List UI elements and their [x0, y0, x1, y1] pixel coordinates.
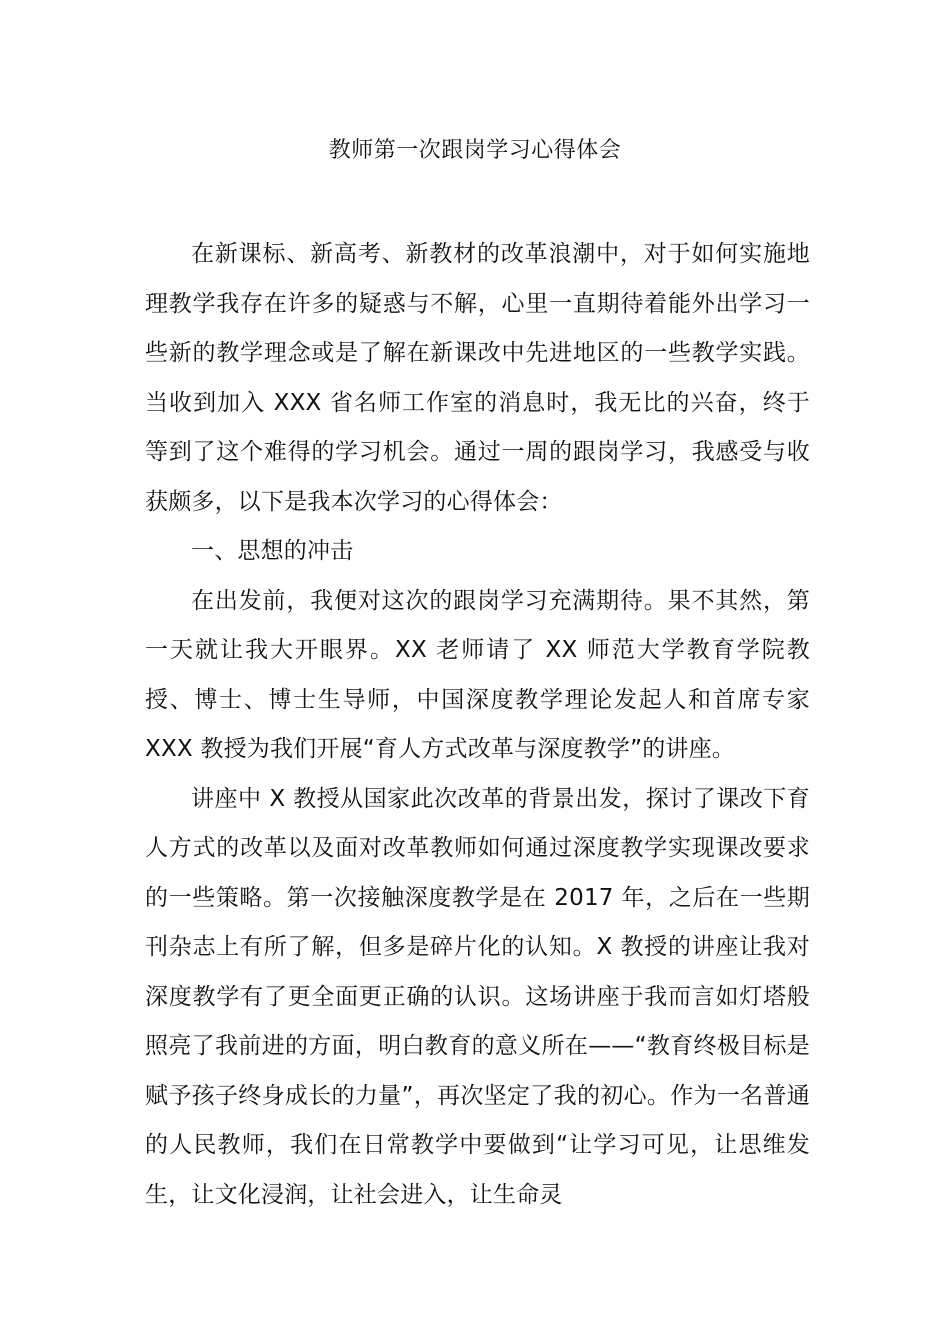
paragraph-lecture: 讲座中 X 教授从国家此次改革的背景出发，探讨了课改下育人方式的改革以及面对改革教师如何通过深度教学实现课改要求的一些策略。第一次接触深度教学是在 2017 年，之后在一些期刊杂志上有所了解，但多是碎片化的认知。X 教授的讲座让我对深度教学有了更全面更正确的认识。这场讲座于我而言如灯塔般照亮了我前进的方面，明白教育的意义所在——“教育终极目标是赋予孩子终身成长的力量”，再次坚定了我的初心。作为一名普通的人民教师，我们在日常教学中要做到“让学习可见，让思维发生，让文化浸润，让社会进入，让生命灵	[145, 785, 810, 1208]
document-title: 教师第一次跟岗学习心得体会	[328, 138, 622, 163]
paragraph-intro: 在新课标、新高考、新教材的改革浪潮中，对于如何实施地理教学我存在许多的疑惑与不解，心里一直期待着能外出学习一些新的教学理念或是了解在新课改中先进地区的一些教学实践。当收到加入 XXX 省名师工作室的消息时，我无比的兴奋，终于等到了这个难得的学习机会。通过一周的跟岗学习，我感受与收获颇多，以下是我本次学习的心得体会：	[145, 241, 810, 515]
document-body	[145, 230, 810, 1220]
paragraph-departure: 在出发前，我便对这次的跟岗学习充满期待。果不其然，第一天就让我大开眼界。XX 老师请了 XX 师范大学教育学院教授、博士、博士生导师，中国深度教学理论发起人和首席专家 XXX 教授为我们开展“育人方式改革与深度教学”的讲座。	[145, 587, 810, 762]
section-heading: 一、思想的冲击	[191, 538, 354, 564]
